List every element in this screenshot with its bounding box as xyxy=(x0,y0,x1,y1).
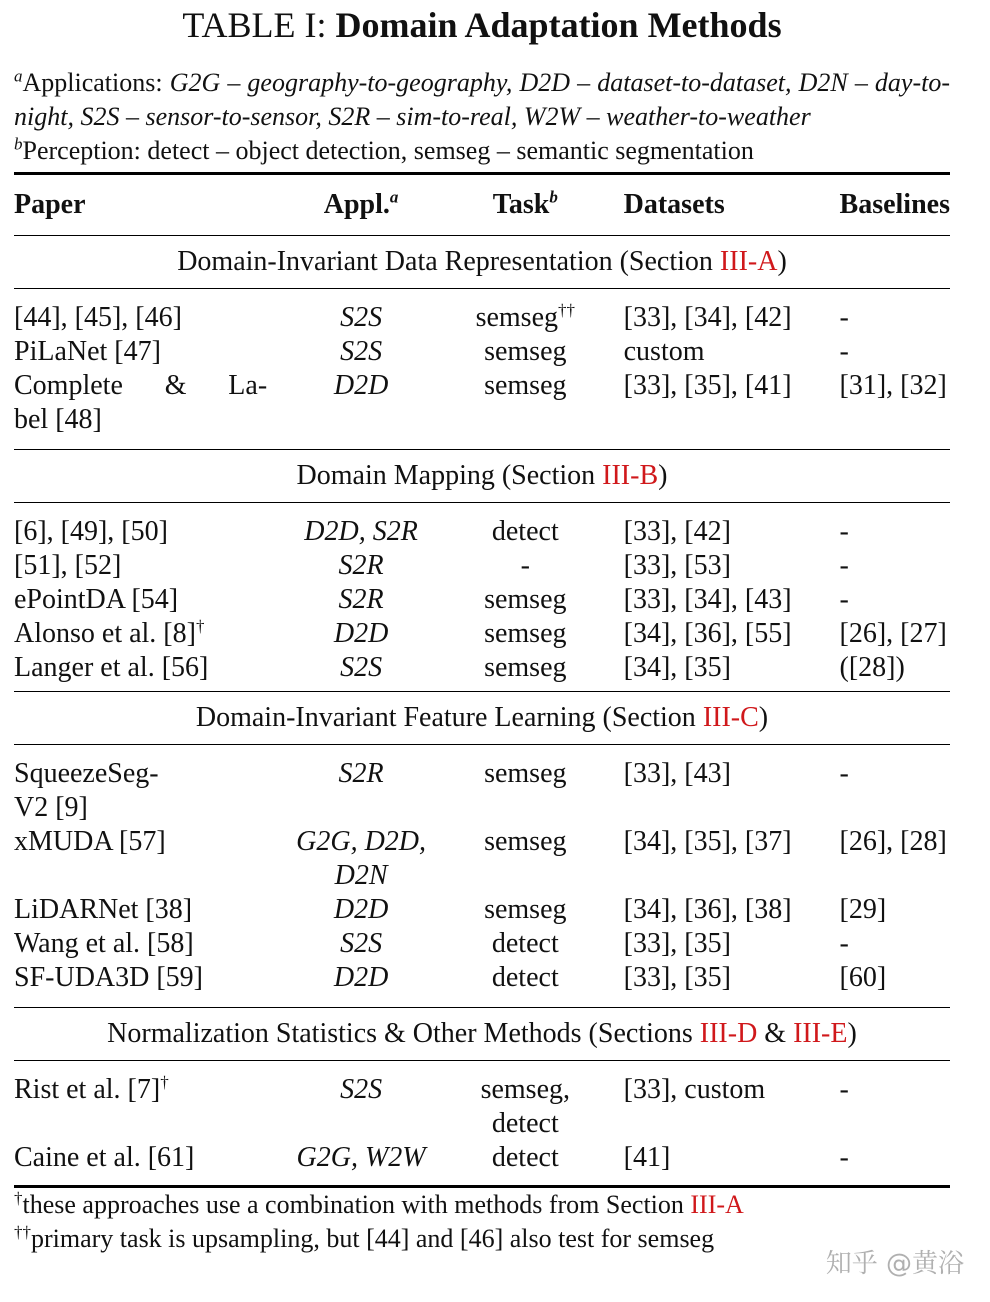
note-applications: $^a$Applications: G2G – geography-to-geography, D2D – dataset-to-dataset, D2N – day-to-night, S2S – sensor-to-sensor, S2R – sim-to-real, W2W – weather-to-weather xyxy=(14,66,950,131)
table-row: Complete & La- bel [48] D2D semseg [33], [35], [41] [31], [32] xyxy=(14,370,947,435)
document-page xyxy=(14,0,950,1256)
table-row: [44], [45], [46] S2S semseg†† [33], [34], [42] - xyxy=(14,300,849,333)
header-task: Task$^b$ xyxy=(492,187,558,220)
table-footnotes xyxy=(14,1188,950,1256)
table-row: LiDARNet [38] D2D semseg [34], [36], [38] [29] xyxy=(14,894,887,925)
table-row: Alonso et al. [8]† D2D semseg [34], [36], [55] [26], [27] xyxy=(14,616,947,649)
table-row: PiLaNet [47] S2S semseg custom - xyxy=(14,336,849,367)
table-title: TABLE I: Domain Adaptation Methods xyxy=(182,5,782,45)
methods-table xyxy=(14,175,950,1175)
note-perception: $^b$Perception: detect – object detection, semseg – semantic segmentation xyxy=(14,134,754,165)
table-row: Langer et al. [56] S2S semseg [34], [35] ([28]) xyxy=(14,652,905,683)
header-appl: Appl.$^a$ xyxy=(323,187,399,220)
table-row: Wang et al. [58] S2S detect [33], [35] - xyxy=(14,928,849,959)
section-header-c: Domain-Invariant Feature Learning (Section III-C) xyxy=(14,692,950,745)
header-baselines: Baselines xyxy=(839,189,950,220)
table-row: xMUDA [57] G2G, D2D, D2N semseg [34], [35], [37] [26], [28] xyxy=(14,826,947,891)
section-header-a: Domain-Invariant Data Representation (Section III-A) xyxy=(14,236,950,289)
section-header-d-e: Normalization Statistics & Other Methods (Sections III-D & III-E) xyxy=(14,1008,950,1061)
table-row: Rist et al. [7]† S2S semseg, detect [33], custom - xyxy=(14,1072,849,1139)
table-row: ePointDA [54] S2R semseg [33], [34], [43] - xyxy=(14,584,849,615)
table-row: Caine et al. [61] G2G, W2W detect [41] - xyxy=(14,1142,849,1173)
section-header-b: Domain Mapping (Section III-B) xyxy=(14,450,950,503)
table-notes xyxy=(14,66,950,168)
footnote-dagger: †these approaches use a combination with methods from Section III-A xyxy=(14,1188,744,1219)
footnote-double-dagger: ††primary task is upsampling, but [44] and [46] also test for semseg xyxy=(14,1222,715,1253)
table-header xyxy=(14,175,950,236)
table-row: SF-UDA3D [59] D2D detect [33], [35] [60] xyxy=(14,962,887,993)
table-row: [6], [49], [50] D2D, S2R detect [33], [42] - xyxy=(14,516,849,547)
table-row: SqueezeSeg- V2 [9] S2R semseg [33], [43] - xyxy=(14,758,849,823)
watermark: 知乎 @黄浴 xyxy=(825,1249,964,1279)
header-paper: Paper xyxy=(14,189,86,220)
table-row: [51], [52] S2R - [33], [53] - xyxy=(14,550,849,581)
header-datasets: Datasets xyxy=(623,189,725,220)
